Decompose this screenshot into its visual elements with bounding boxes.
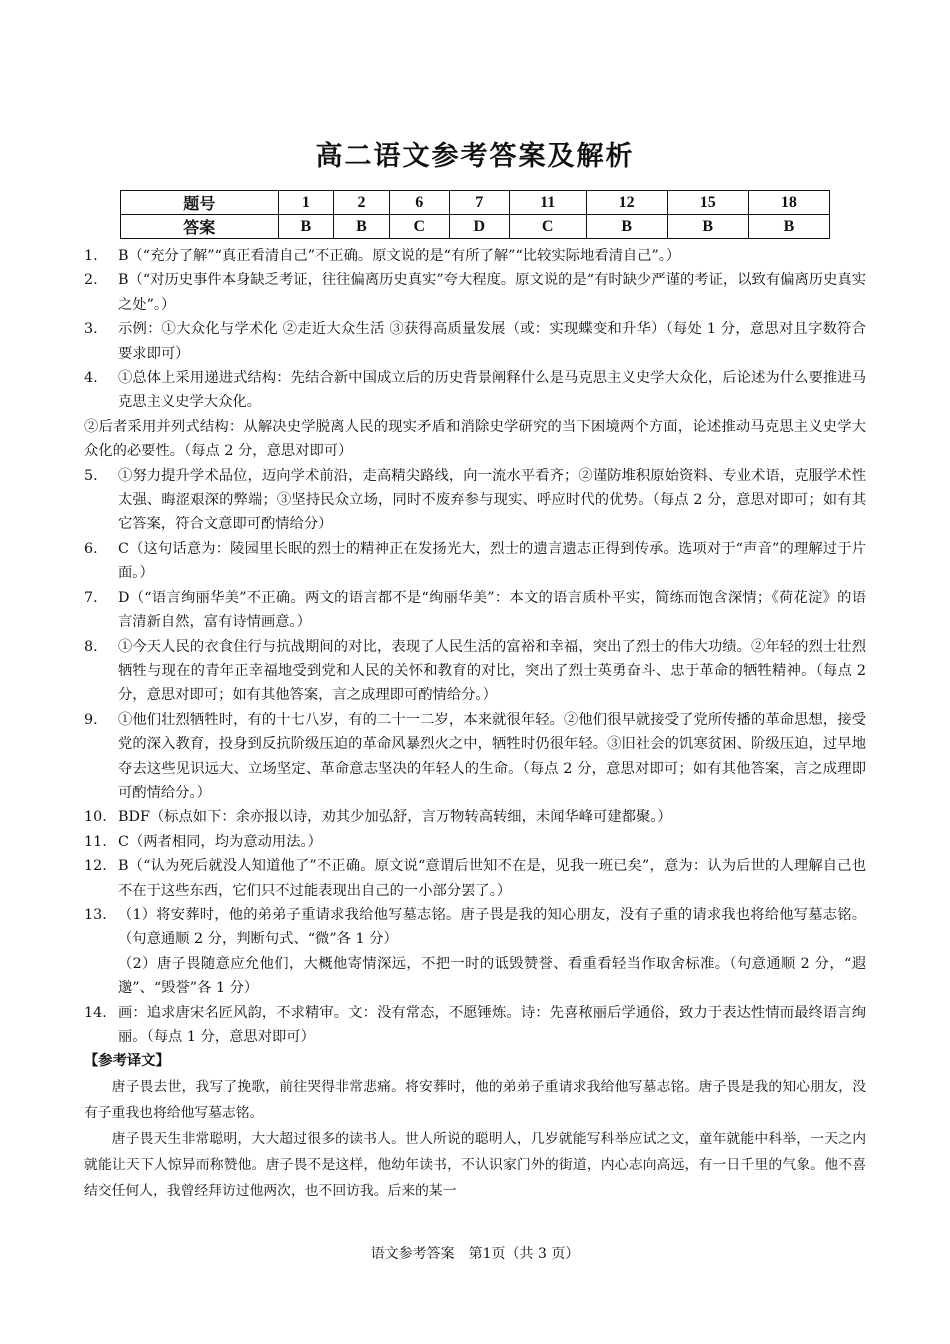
item-text: ②后者采用并列式结构：从解决史学脱离人民的现实矛盾和消除史学研究的当下困境两个方面，论述推动马克思主义史学大众化的必要性。（每点 2 分，意思对即可） bbox=[84, 418, 866, 460]
item-number: 12. bbox=[84, 858, 107, 875]
answer-item bbox=[84, 415, 866, 464]
item-text: ①总体上采用递进式结构：先结合新中国成立后的历史背景阐释什么是马克思主义史学大众化，后论述为什么要推进马克思主义史学大众化。 bbox=[118, 370, 866, 411]
item-text: ①今天人民的衣食住行与抗战期间的对比，表现了人民生活的富裕和幸福，突出了烈士的伟大功绩。②年轻的烈士壮烈牺牲与现在的青年正幸福地受到党和人民的关怀和教育的对比，突出了烈士英勇奋斗、忠于革命的牺牲精神。（每点 2 分，意思对即可；如有其他答案，言之成理即可酌情给分。） bbox=[118, 638, 866, 704]
answer-cell: B bbox=[278, 215, 334, 239]
question-number: 15 bbox=[667, 191, 748, 215]
translation-paragraph: 唐子畏天生非常聪明，大大超过很多的读书人。世人所说的聪明人，几岁就能写科举应试之文，童年就能中科举，一天之内就能让天下人惊异而称赞他。唐子畏不是这样，他幼年读书，不认识家门外的街道，内心志向高远，有一日千里的气象。他不喜结交任何人，我曾经拜访过他两次，也不回访我。后来的某一 bbox=[84, 1130, 866, 1199]
item-number: 11. bbox=[84, 833, 107, 850]
question-number: 6 bbox=[389, 191, 449, 215]
answer-cell: C bbox=[509, 215, 586, 239]
item-text: D（“语言绚丽华美”不正确。两文的语言都不是“绚丽华美”：本文的语言质朴平实，简练而饱含深情；《荷花淀》的语言清新自然，富有诗情画意。） bbox=[118, 589, 866, 631]
item-text: B（“充分了解”“真正看清自己”不正确。原文说的是“有所了解”“比较实际地看清自己”。） bbox=[118, 248, 681, 264]
item-text: C（两者相同，均为意动用法。） bbox=[118, 833, 322, 850]
item-text: BDF（标点如下：余亦报以诗，劝其少加弘舒，言万物转高转细，未闻华峰可建都聚。） bbox=[118, 809, 672, 826]
item-number: 2. bbox=[84, 272, 98, 289]
item-number: 7. bbox=[84, 589, 98, 606]
item-number: 9. bbox=[84, 711, 98, 728]
answer-item bbox=[84, 537, 866, 586]
item-number: 3. bbox=[84, 321, 98, 338]
answer-item bbox=[84, 268, 866, 317]
answer-item bbox=[84, 1001, 866, 1050]
page-footer: 语文参考答案 第1页（共 3 页） bbox=[370, 1246, 580, 1262]
translation-paragraph: 唐子畏去世，我写了挽歌，前往哭得非常悲痛。将安葬时，他的弟弟子重请求我给他写墓志铭。唐子畏是我的知心朋友，没有子重我也将给他写墓志铭。 bbox=[84, 1078, 866, 1121]
answer-item bbox=[84, 317, 866, 366]
answer-cell: C bbox=[389, 215, 449, 239]
item-text: B（“认为死后就没人知道他了”不正确。原文说“意谓后世知不在是，见我一班已矣”，意为：认为后世的人理解自己也不在于这些东西，它们只不过能表现出自己的一小部分罢了。） bbox=[118, 858, 866, 899]
answer-item bbox=[84, 464, 866, 537]
item-number: 10. bbox=[84, 809, 107, 826]
answer-item bbox=[84, 805, 866, 829]
page-title: 高二语文参考答案及解析 bbox=[315, 141, 635, 172]
answer-item bbox=[84, 903, 866, 952]
item-text: （1）将安葬时，他的弟弟子重请求我给他写墓志铭。唐子畏是我的知心朋友，没有子重的请求我也将给他写墓志铭。（句意通顺 2 分，判断句式、“微”各 1 分） bbox=[118, 906, 866, 948]
answer-cell: B bbox=[667, 215, 748, 239]
answer-item bbox=[84, 708, 866, 806]
question-number: 7 bbox=[449, 191, 509, 215]
question-number: 1 bbox=[278, 191, 334, 215]
answer-row bbox=[121, 215, 830, 239]
item-number: 4. bbox=[84, 370, 98, 387]
answer-cell: B bbox=[586, 215, 667, 239]
question-number: 12 bbox=[586, 191, 667, 215]
item-number: 1. bbox=[84, 248, 98, 264]
answer-item-subpart: （2）唐子畏随意应允他们，大概他寄情深远，不把一时的诋毁赞誉、看重看轻当作取舍标准。（句意通顺 2 分，“遐邈”、“毁誉”各 1 分） bbox=[118, 955, 866, 997]
item-number: 8. bbox=[84, 638, 98, 655]
translation-heading: 【参考译文】 bbox=[84, 1053, 170, 1070]
item-text: ①努力提升学术品位，迈向学术前沿，走高精尖路线，向一流水平看齐；②谨防堆积原始资料、专业术语，克服学术性太强、晦涩艰深的弊端；③坚持民众立场，同时不废弃参与现实、呼应时代的优势。（每点 2 分，意思对即可；如有其它答案，符合文意即可酌情给分） bbox=[118, 467, 866, 533]
answer-item bbox=[84, 366, 866, 415]
answer-cell: D bbox=[449, 215, 509, 239]
answer-item bbox=[84, 830, 866, 854]
answer-item bbox=[84, 586, 866, 635]
question-number: 11 bbox=[509, 191, 586, 215]
row-label: 题号 bbox=[121, 191, 279, 215]
answer-item bbox=[84, 244, 866, 268]
answer-explanations bbox=[84, 244, 866, 1204]
item-text: 示例：①大众化与学术化 ②走近大众生活 ③获得高质量发展（或：实现蝶变和升华）（每处 1 分，意思对且字数符合要求即可） bbox=[118, 321, 866, 362]
answer-item bbox=[84, 854, 866, 903]
item-number: 5. bbox=[84, 467, 98, 484]
reference-translation bbox=[84, 1074, 866, 1204]
answer-item-list bbox=[84, 244, 866, 1049]
item-text: 画：追求唐宋名匠风韵，不求精审。文：没有常态，不愿锤炼。诗：先喜秾丽后学通俗，致力于表达性情而最终语言绚丽。（每点 1 分，意思对即可） bbox=[118, 1004, 866, 1045]
item-text: C（这句话意为：陵园里长眠的烈士的精神正在发扬光大，烈士的遗言遗志正得到传承。选项对于“声音”的理解过于片面。） bbox=[118, 540, 866, 582]
answer-item bbox=[84, 635, 866, 708]
item-text: B（“对历史事件本身缺乏考证，往往偏离历史真实”夸大程度。原文说的是“有时缺少严谨的考证，以致有偏离历史真实之处”。） bbox=[118, 272, 866, 313]
item-text: ①他们壮烈牺牲时，有的十七八岁，有的二十一二岁，本来就很年轻。②他们很早就接受了党所传播的革命思想，接受党的深入教育，投身到反抗阶级压迫的革命风暴烈火之中，牺牲时仍很年轻。③旧社会的饥寒贫困、阶级压迫，过早地夺去这些见识远大、立场坚定、革命意志坚决的年轻人的生命。（每点 2 分，意思对即可；如有其他答案，言之成理即可酌情给分。） bbox=[118, 711, 866, 801]
item-number: 14. bbox=[84, 1004, 107, 1021]
question-number: 2 bbox=[334, 191, 390, 215]
answer-cell: B bbox=[748, 215, 829, 239]
question-number-row bbox=[121, 191, 830, 215]
answer-table bbox=[120, 190, 830, 239]
question-number: 18 bbox=[748, 191, 829, 215]
item-number: 13. bbox=[84, 906, 107, 923]
row-label: 答案 bbox=[121, 215, 279, 239]
item-number: 6. bbox=[84, 540, 98, 557]
answer-cell: B bbox=[334, 215, 390, 239]
